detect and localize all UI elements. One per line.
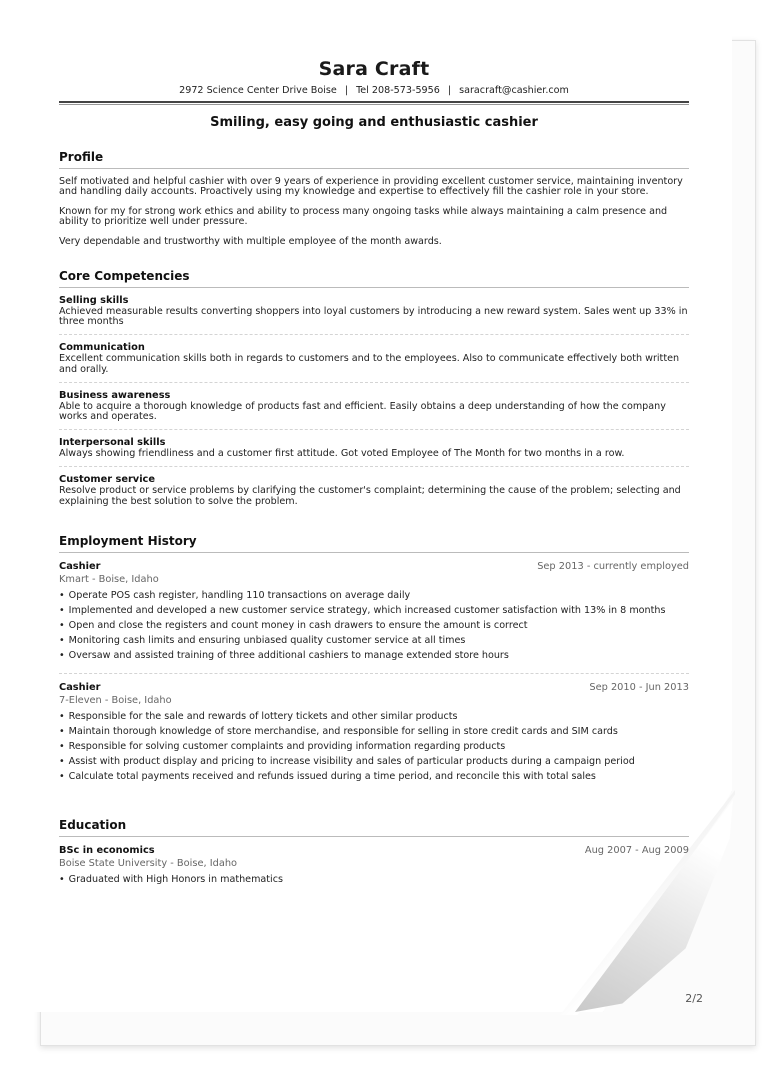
- competency-description: Able to acquire a thorough knowledge of products fast and efficient. Easily obtains a deep understanding of how the company works and operates.: [59, 400, 666, 423]
- competency-description: Always showing friendliness and a customer first attitude. Got voted Employee of The Month for two months in a row.: [59, 448, 625, 460]
- resume-tagline: Smiling, easy going and enthusiastic cashier: [210, 115, 538, 130]
- page-number: 2/2: [685, 992, 703, 1005]
- employment-section: [59, 534, 689, 794]
- job-employer: Kmart - Boise, Idaho: [59, 573, 159, 585]
- competency-item: [59, 335, 689, 382]
- job-dates: Sep 2013 - currently employed: [537, 560, 689, 572]
- job-header: [59, 682, 689, 693]
- competency-title: Customer service: [59, 474, 156, 486]
- resume-name: Sara Craft: [318, 58, 430, 80]
- section-title-employment: Employment History: [59, 534, 689, 553]
- job-duty: • Operate POS cash register, handling 110 transactions on average daily: [59, 588, 689, 603]
- resume-content: [59, 58, 689, 897]
- competency-description: Resolve product or service problems by clarifying the customer's complaint; determining the cause of the problem; selecting and explaining the best solution to solve the problem.: [59, 485, 681, 507]
- education-dates: Aug 2007 - Aug 2009: [584, 844, 689, 856]
- competency-title: Selling skills: [59, 295, 129, 307]
- job-header: [59, 561, 689, 572]
- competencies-section: [59, 269, 689, 514]
- competency-description: Excellent communication skills both in regards to customers and to the employees. Also to communicate effectively both written and orally.: [59, 353, 680, 375]
- competency-title: Interpersonal skills: [59, 437, 166, 449]
- job-duty: • Responsible for the sale and rewards of lottery tickets and other similar products: [59, 709, 689, 724]
- contact-phone: Tel 208-573-5956: [356, 85, 440, 96]
- job-entry: [59, 674, 689, 794]
- job-duty: • Maintain thorough knowledge of store merchandise, and responsible for selling in store credit cards and SIM cards: [59, 724, 689, 739]
- competency-description: Achieved measurable results converting shoppers into loyal customers by introducing a new reward system. Sales went up 33% in three months: [59, 306, 688, 328]
- competency-item: [59, 383, 689, 430]
- profile-section: [59, 150, 689, 247]
- profile-paragraph: Known for my for strong work ethics and ability to process many ongoing tasks while always maintaining a calm presence and ability to prioritize well under pressure.: [59, 205, 668, 228]
- job-duty: • Implemented and developed a new customer service strategy, which increased customer satisfaction with 13% in 8 months: [59, 603, 689, 618]
- education-header: [59, 845, 689, 856]
- competency-list: [59, 288, 689, 514]
- job-duty: • Responsible for solving customer complaints and providing information regarding products: [59, 739, 689, 754]
- job-title: Cashier: [59, 560, 101, 572]
- section-title-competencies: Core Competencies: [59, 269, 689, 288]
- education-institution: Boise State University - Boise, Idaho: [59, 857, 238, 869]
- job-duty: • Monitoring cash limits and ensuring unbiased quality customer service at all times: [59, 633, 689, 648]
- header-divider: [59, 101, 689, 105]
- education-note: • Graduated with High Honors in mathematics: [59, 872, 689, 887]
- competency-title: Business awareness: [59, 389, 171, 401]
- job-duty: • Assist with product display and pricing to increase visibility and sales of particular products during a campaign period: [59, 754, 689, 769]
- education-notes: [59, 872, 689, 887]
- contact-separator: |: [447, 85, 452, 96]
- contact-email: saracraft@cashier.com: [459, 85, 569, 96]
- job-duties: [59, 588, 689, 663]
- job-dates: Sep 2010 - Jun 2013: [589, 681, 689, 693]
- education-section: [59, 818, 689, 897]
- profile-paragraph: Very dependable and trustworthy with multiple employee of the month awards.: [59, 235, 442, 247]
- contact-line: [59, 85, 689, 96]
- education-entry: [59, 837, 689, 897]
- competency-title: Communication: [59, 342, 145, 354]
- job-duty: • Calculate total payments received and refunds issued during a time period, and reconcile this with total sales: [59, 769, 689, 784]
- section-title-education: Education: [59, 818, 689, 837]
- section-title-profile: Profile: [59, 150, 689, 169]
- job-duty: • Oversaw and assisted training of three additional cashiers to manage extended store hours: [59, 648, 689, 663]
- job-employer: 7-Eleven - Boise, Idaho: [59, 694, 172, 706]
- competency-item: [59, 467, 689, 513]
- competency-item: [59, 430, 689, 467]
- profile-paragraph: Self motivated and helpful cashier with over 9 years of experience in providing excellent customer service, maintaining inventory and handling daily accounts. Proactively using my knowledge and expertise to effectively fill the cashier role in your store.: [59, 176, 683, 198]
- job-duties: [59, 709, 689, 784]
- job-title: Cashier: [59, 681, 101, 693]
- contact-separator: |: [344, 85, 349, 96]
- degree-title: BSc in economics: [59, 844, 155, 856]
- job-entry: [59, 553, 689, 674]
- job-duty: • Open and close the registers and count money in cash drawers to ensure the amount is correct: [59, 618, 689, 633]
- contact-address: 2972 Science Center Drive Boise: [179, 85, 337, 96]
- competency-item: [59, 288, 689, 335]
